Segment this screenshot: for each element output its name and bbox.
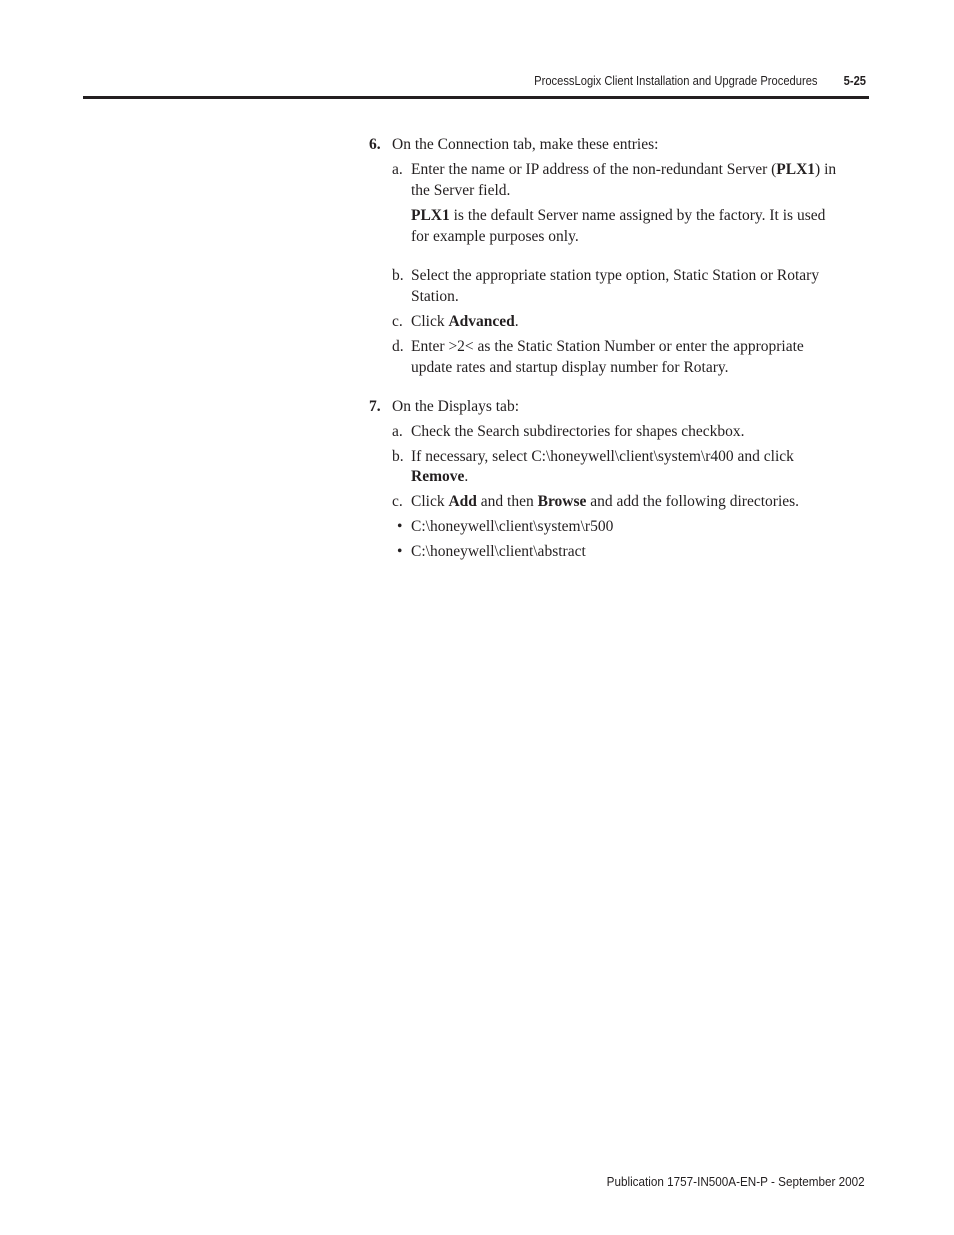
substep-text: Remove. — [411, 468, 469, 485]
substep-text: Click Add and then Browse and add the following directories. — [411, 493, 800, 510]
step-text: On the Displays tab: — [392, 398, 519, 415]
page-number: 5-25 — [843, 73, 866, 88]
bullet-icon: • — [397, 543, 403, 560]
bullet-icon: • — [397, 518, 403, 535]
substep-letter: c. — [392, 493, 403, 510]
substep-text: Click Advanced. — [411, 313, 519, 330]
substep-letter: b. — [392, 448, 404, 465]
substep-letter: d. — [392, 338, 404, 355]
substep-text: Check the Search subdirectories for shapes checkbox. — [411, 423, 745, 440]
step-text: On the Connection tab, make these entries: — [392, 136, 659, 153]
substep-text: Select the appropriate station type option, Static Station or Rotary — [411, 267, 820, 284]
step-number: 7. — [369, 398, 381, 415]
substep-text: Station. — [411, 288, 459, 305]
bullet-item: C:\honeywell\client\system\r500 — [411, 518, 614, 535]
substep-note: PLX1 is the default Server name assigned by the factory. It is used — [411, 207, 826, 224]
substep-text: the Server field. — [411, 182, 511, 199]
header-title: ProcessLogix Client Installation and Upgrade Procedures — [534, 73, 818, 88]
substep-note: for example purposes only. — [411, 228, 579, 245]
bullet-item: C:\honeywell\client\abstract — [411, 543, 586, 560]
substep-text: Enter the name or IP address of the non-redundant Server (PLX1) in — [411, 161, 837, 178]
substep-text: If necessary, select C:\honeywell\client\system\r400 and click — [411, 448, 794, 465]
substep-letter: c. — [392, 313, 403, 330]
substep-letter: a. — [392, 161, 403, 178]
substep-text: update rates and startup display number for Rotary. — [411, 359, 729, 376]
substep-letter: b. — [392, 267, 404, 284]
publication-info: Publication 1757-IN500A-EN-P - September 2002 — [607, 1174, 865, 1189]
substep-text: Enter >2< as the Static Station Number or enter the appropriate — [411, 338, 804, 355]
step-number: 6. — [369, 136, 381, 153]
substep-letter: a. — [392, 423, 403, 440]
header-rule — [83, 96, 869, 99]
